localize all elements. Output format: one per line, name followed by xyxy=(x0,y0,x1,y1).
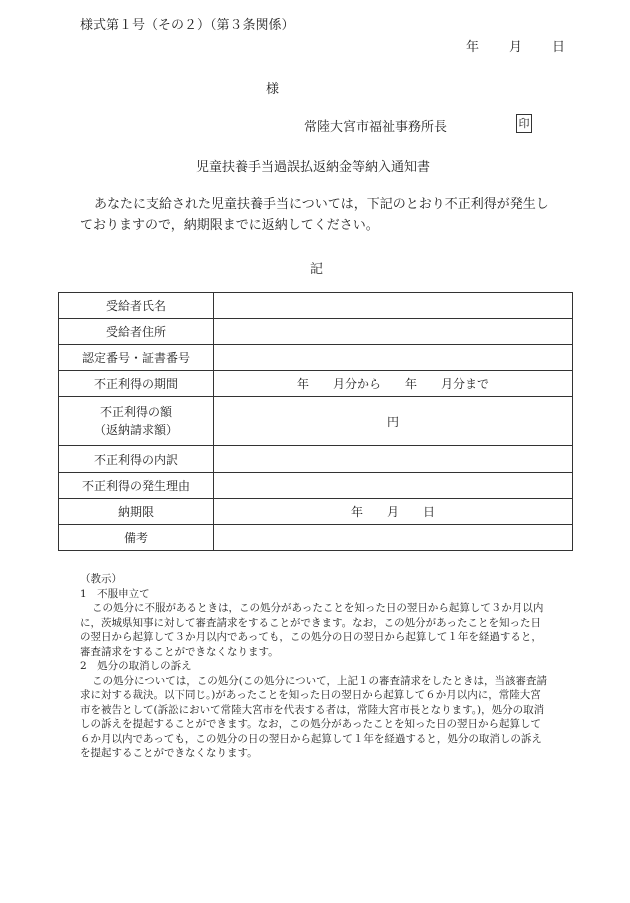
row-label: 不正利得の発生理由 xyxy=(59,473,214,499)
row-label: 受給者住所 xyxy=(59,319,214,345)
table-row xyxy=(59,473,573,499)
row-label: 不正利得の内訳 xyxy=(59,446,214,473)
section1-title: 1 不服申立て xyxy=(80,587,150,600)
section2-title: 2 処分の取消しの訴え xyxy=(80,660,192,672)
table-row xyxy=(59,446,573,473)
row-value: 年 月 日 xyxy=(214,499,573,525)
date-year: 年 xyxy=(466,40,480,55)
table-row xyxy=(59,319,573,345)
seal-mark: 印 xyxy=(516,114,532,133)
addressee-suffix: 様 xyxy=(266,82,280,97)
ki-heading: 記 xyxy=(310,262,324,277)
date-month: 月 xyxy=(509,40,523,55)
issuer-name: 常陸大宮市福祉事務所長 xyxy=(304,120,448,135)
row-label-line1: 不正利得の額 xyxy=(99,405,172,419)
instruction-notes xyxy=(80,572,550,761)
row-value xyxy=(214,525,573,551)
row-label xyxy=(59,397,214,446)
table-row xyxy=(59,345,573,371)
issue-date xyxy=(466,36,565,55)
date-day: 日 xyxy=(552,40,566,55)
table-row xyxy=(59,293,573,319)
section2-text: この処分については，この処分(この処分について，上記１の審査請求をしたときは，当該審査請求に対する裁決。以下同じ。)があったことを知った日の翌日から起算して６か月以内に，常陸大宮市を被告として(訴訟において常陸大宮市を代表する者は，常陸大宮市長となります。)，処分の取消しの訴えを提起することができます。なお，この処分があったことを知った日の翌日から起算して６か月以内であっても，この処分の日の翌日から起算して１年を経過すると，処分の取消しの訴えを提起することができなくなります。 xyxy=(80,674,547,759)
table-row xyxy=(59,525,573,551)
table-row xyxy=(59,397,573,446)
row-value xyxy=(214,319,573,345)
form-number: 様式第１号（その２）（第３条関係） xyxy=(80,18,295,33)
row-label: 認定番号・証書番号 xyxy=(59,345,214,371)
row-label: 受給者氏名 xyxy=(59,293,214,319)
row-label-line2: （返納請求額） xyxy=(93,423,178,437)
row-value xyxy=(214,446,573,473)
row-value xyxy=(214,473,573,499)
row-value: 年 月分から 年 月分まで xyxy=(214,371,573,397)
row-value xyxy=(214,293,573,319)
table-row xyxy=(59,371,573,397)
row-label: 不正利得の期間 xyxy=(59,371,214,397)
document-title: 児童扶養手当過誤払返納金等納入通知書 xyxy=(196,160,431,175)
table-row xyxy=(59,499,573,525)
body-text: あなたに支給された児童扶養手当については，下記のとおり不正利得が発生しておりますので，納期限までに返納してください。 xyxy=(80,197,549,233)
row-label: 納期限 xyxy=(59,499,214,525)
row-value: 円 xyxy=(214,397,573,446)
notes-heading: （教示） xyxy=(80,573,122,585)
info-table xyxy=(58,292,573,551)
section1-text: この処分に不服があるときは，この処分があったことを知った日の翌日から起算して３か月以内に，茨城県知事に対して審査請求をすることができます。なお，この処分があったことを知った日の翌日から起算して３か月以内であっても，この処分の日の翌日から起算して１年を経過すると，審査請求をすることができなくなります。 xyxy=(80,602,544,658)
row-value xyxy=(214,345,573,371)
row-label: 備考 xyxy=(59,525,214,551)
